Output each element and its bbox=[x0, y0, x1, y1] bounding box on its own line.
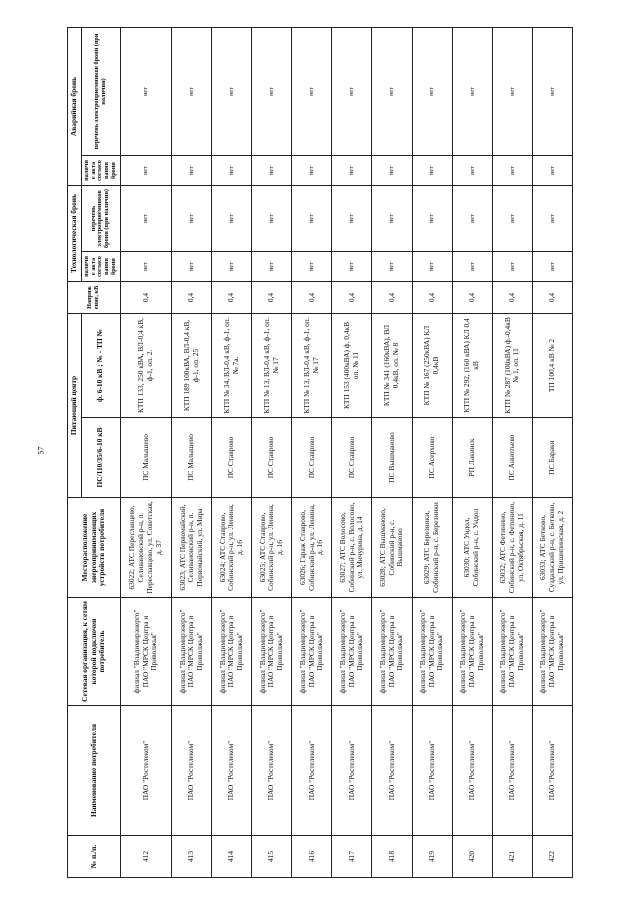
header-voltage: Напряжение, кВ bbox=[68, 282, 121, 314]
cell-emerg-act: нет bbox=[120, 156, 171, 186]
cell-emerg-list: нет bbox=[492, 28, 532, 156]
cell-tech-act: нет bbox=[372, 252, 412, 282]
cell-voltage: 0,4 bbox=[332, 282, 372, 314]
table-row bbox=[412, 28, 452, 878]
cell-location: 63032; АТС Фетинино, Собинский р-н, с. Фетинино, ул. Октябрьская, д. 11 bbox=[492, 498, 532, 598]
cell-network: филиал "Владимирэнерго" ПАО "МРСК Центра и Приволжья" bbox=[372, 598, 412, 706]
table-row bbox=[452, 28, 492, 878]
cell-consumer: ПАО "Ростелеком" bbox=[492, 706, 532, 836]
cell-emerg-list: нет bbox=[412, 28, 452, 156]
cell-location: 63030; АТС Ундол, Собинский р-н, с. Ундол bbox=[452, 498, 492, 598]
cell-consumer: ПАО "Ростелеком" bbox=[120, 706, 171, 836]
cell-num: 412 bbox=[120, 836, 171, 878]
cell-ps: ПС Ставрово bbox=[292, 418, 332, 498]
cell-consumer: ПАО "Ростелеком" bbox=[332, 706, 372, 836]
cell-network: филиал "Владимирэнерго" ПАО "МРСК Центра и Приволжья" bbox=[532, 598, 572, 706]
cell-ps: ПС Малышево bbox=[172, 418, 212, 498]
cell-emerg-list: нет bbox=[532, 28, 572, 156]
cell-voltage: 0,4 bbox=[252, 282, 292, 314]
cell-feeder: КТП № 13, ВЛ-0,4 кВ, ф-1, оп. № 17 bbox=[292, 314, 332, 418]
cell-num: 413 bbox=[172, 836, 212, 878]
cell-feeder: КТП № 167 (250кВА) КЛ 0,4кВ bbox=[412, 314, 452, 418]
cell-tech-act: нет bbox=[172, 252, 212, 282]
cell-ps: ПС Ставрово bbox=[252, 418, 292, 498]
cell-emerg-list: нет bbox=[212, 28, 252, 156]
cell-tech-list: нет bbox=[532, 186, 572, 252]
cell-network: филиал "Владимирэнерго" ПАО "МРСК Центра и Приволжья" bbox=[332, 598, 372, 706]
cell-emerg-list: нет bbox=[452, 28, 492, 156]
cell-num: 420 bbox=[452, 836, 492, 878]
cell-feeder: КТП 133, 250 кВА, ВЛ-0,4 кВ, ф-1, оп. 2. bbox=[120, 314, 171, 418]
cell-network: филиал "Владимирэнерго" ПАО "МРСК Центра и Приволжья" bbox=[252, 598, 292, 706]
cell-tech-list: нет bbox=[412, 186, 452, 252]
cell-feeder: КТП 189 100кВА, ВЛ-0,4 кВ, ф-1, оп. 25 bbox=[172, 314, 212, 418]
cell-consumer: ПАО "Ростелеком" bbox=[292, 706, 332, 836]
cell-voltage: 0,4 bbox=[120, 282, 171, 314]
cell-num: 421 bbox=[492, 836, 532, 878]
cell-num: 416 bbox=[292, 836, 332, 878]
cell-num: 419 bbox=[412, 836, 452, 878]
cell-emerg-act: нет bbox=[332, 156, 372, 186]
cell-voltage: 0,4 bbox=[452, 282, 492, 314]
cell-emerg-act: нет bbox=[172, 156, 212, 186]
cell-network: филиал "Владимирэнерго" ПАО "МРСК Центра и Приволжья" bbox=[492, 598, 532, 706]
header-ps: ПС/110/35/6-10 кВ bbox=[81, 418, 120, 498]
cell-num: 415 bbox=[252, 836, 292, 878]
cell-location: 63028; АТС Вышманово, Собинский р-н, с. Вышманово bbox=[372, 498, 412, 598]
cell-feeder: КТП № 287 (100кВА) ф.-0,4кВ № 1, оп. 11 bbox=[492, 314, 532, 418]
cell-tech-list: нет bbox=[372, 186, 412, 252]
cell-network: филиал "Владимирэнерго" ПАО "МРСК Центра и Приволжья" bbox=[212, 598, 252, 706]
cell-tech-act: нет bbox=[212, 252, 252, 282]
header-tech-armor: Технологическая бронь bbox=[68, 186, 82, 282]
cell-consumer: ПАО "Ростелеком" bbox=[532, 706, 572, 836]
header-consumer: Наименование потребителя bbox=[68, 706, 121, 836]
cell-emerg-act: нет bbox=[492, 156, 532, 186]
cell-voltage: 0,4 bbox=[212, 282, 252, 314]
cell-emerg-act: нет bbox=[212, 156, 252, 186]
cell-consumer: ПАО "Ростелеком" bbox=[252, 706, 292, 836]
cell-ps: ПС Аннотьево bbox=[492, 418, 532, 498]
cell-emerg-act: нет bbox=[452, 156, 492, 186]
cell-tech-list: нет bbox=[212, 186, 252, 252]
cell-network: филиал "Владимирэнерго" ПАО "МРСК Центра и Приволжья" bbox=[120, 598, 171, 706]
cell-tech-act: нет bbox=[492, 252, 532, 282]
cell-location: 63025; АТС Ставрово, Собинский р-н, ул. Ленина, д. 16 bbox=[252, 498, 292, 598]
table-row bbox=[492, 28, 532, 878]
cell-feeder: КТП № 292, (160 кВА) КЛ 0,4 кВ bbox=[452, 314, 492, 418]
cell-ps: ПС Бараки bbox=[532, 418, 572, 498]
page-number: 57 bbox=[36, 446, 46, 455]
cell-tech-list: нет bbox=[332, 186, 372, 252]
table-row bbox=[172, 28, 212, 878]
cell-voltage: 0,4 bbox=[532, 282, 572, 314]
cell-feeder: ТП 100,4 кВ № 2 bbox=[532, 314, 572, 418]
table-row bbox=[292, 28, 332, 878]
header-emerg-act: наличие акта согласования брони bbox=[81, 156, 120, 186]
cell-location: 63033; АТС Бетково, Суздальский р-н, с. Бетково, ул. Пришипинская, д. 2 bbox=[532, 498, 572, 598]
cell-consumer: ПАО "Ростелеком" bbox=[372, 706, 412, 836]
cell-location: 63022; АТС Переславцево, Селивановский р-н, п. Переславцево, ул. Советская, д. 37 bbox=[120, 498, 171, 598]
table-row bbox=[532, 28, 572, 878]
cell-tech-list: нет bbox=[452, 186, 492, 252]
header-row-1 bbox=[68, 28, 82, 878]
cell-tech-act: нет bbox=[332, 252, 372, 282]
header-emerg-armor: Аварийная бронь bbox=[68, 28, 82, 186]
cell-network: филиал "Владимирэнерго" ПАО "МРСК Центра и Приволжья" bbox=[412, 598, 452, 706]
cell-consumer: ПАО "Ростелеком" bbox=[412, 706, 452, 836]
cell-num: 418 bbox=[372, 836, 412, 878]
cell-feeder: КТП № 13, ВЛ-0,4 кВ, ф-1, оп. № 17 bbox=[252, 314, 292, 418]
cell-emerg-act: нет bbox=[532, 156, 572, 186]
cell-emerg-list: нет bbox=[120, 28, 171, 156]
cell-tech-act: нет bbox=[452, 252, 492, 282]
cell-tech-list: нет bbox=[120, 186, 171, 252]
cell-ps: ПС Вышманово bbox=[372, 418, 412, 498]
table-row bbox=[332, 28, 372, 878]
header-network: Сетевая организация, к сетям которой подключен потребитель bbox=[68, 598, 121, 706]
cell-tech-act: нет bbox=[412, 252, 452, 282]
cell-location: 63029; АТС Березники, Собинский р-н, с. Березники bbox=[412, 498, 452, 598]
cell-ps: ПС Малышево bbox=[120, 418, 171, 498]
cell-voltage: 0,4 bbox=[292, 282, 332, 314]
cell-num: 414 bbox=[212, 836, 252, 878]
cell-consumer: ПАО "Ростелеком" bbox=[212, 706, 252, 836]
cell-num: 417 bbox=[332, 836, 372, 878]
cell-voltage: 0,4 bbox=[492, 282, 532, 314]
cell-ps: ПС Ставрово bbox=[212, 418, 252, 498]
rotated-table-container bbox=[67, 28, 573, 878]
cell-consumer: ПАО "Ростелеком" bbox=[452, 706, 492, 836]
cell-tech-act: нет bbox=[532, 252, 572, 282]
cell-emerg-act: нет bbox=[372, 156, 412, 186]
cell-network: филиал "Владимирэнерго" ПАО "МРСК Центра и Приволжья" bbox=[292, 598, 332, 706]
table-row bbox=[252, 28, 292, 878]
cell-tech-list: нет bbox=[492, 186, 532, 252]
cell-consumer: ПАО "Ростелеком" bbox=[172, 706, 212, 836]
header-feeder: ф. 6-10 кВ ; № - ТП № bbox=[81, 314, 120, 418]
cell-emerg-list: нет bbox=[372, 28, 412, 156]
cell-ps: РП Лакинск bbox=[452, 418, 492, 498]
header-location: Месторасположение энергопринимающих устройств потребителя bbox=[68, 498, 121, 598]
cell-emerg-act: нет bbox=[252, 156, 292, 186]
table-row bbox=[372, 28, 412, 878]
header-emerg-list: перечень электроприемников брони (при наличии) bbox=[81, 28, 120, 156]
cell-tech-list: нет bbox=[252, 186, 292, 252]
cell-location: 63026; Гараж Ставрово, Собинский р-н, ул. Ленина, д. 16 bbox=[292, 498, 332, 598]
cell-feeder: КТП № 34, ВЛ-0,4 кВ, ф-1, оп. № 7а. bbox=[212, 314, 252, 418]
cell-location: 63024; АТС Ставрово, Собинский р-н, ул. Ленина, д. 16 bbox=[212, 498, 252, 598]
cell-tech-list: нет bbox=[172, 186, 212, 252]
cell-voltage: 0,4 bbox=[372, 282, 412, 314]
table-row bbox=[212, 28, 252, 878]
header-feed-center: Питающий центр bbox=[68, 314, 82, 498]
cell-ps: ПС Асерхово bbox=[412, 418, 452, 498]
cell-emerg-list: нет bbox=[172, 28, 212, 156]
cell-tech-act: нет bbox=[120, 252, 171, 282]
cell-voltage: 0,4 bbox=[172, 282, 212, 314]
cell-emerg-act: нет bbox=[412, 156, 452, 186]
cell-tech-act: нет bbox=[252, 252, 292, 282]
table-row bbox=[120, 28, 171, 878]
header-num: № п./п. bbox=[68, 836, 121, 878]
cell-location: 63023; АТС Первомайский, Селивановский р-н, п. Первомайский, ул. Мира bbox=[172, 498, 212, 598]
cell-feeder: КТП № 341 (160кВА), ВЛ 0,4кВ, оп. № 8 bbox=[372, 314, 412, 418]
cell-emerg-list: нет bbox=[332, 28, 372, 156]
cell-network: филиал "Владимирэнерго" ПАО "МРСК Центра и Приволжья" bbox=[172, 598, 212, 706]
cell-emerg-act: нет bbox=[292, 156, 332, 186]
cell-tech-list: нет bbox=[292, 186, 332, 252]
cell-ps: ПС Ставрово bbox=[332, 418, 372, 498]
header-tech-list: перечень электроприемников брони (при наличии) bbox=[81, 186, 120, 252]
cell-location: 63027; АТС Волосово, Собинский р-н, с. Волосово, ул. Мичурина, д. 14 bbox=[332, 498, 372, 598]
cell-network: филиал "Владимирэнерго" ПАО "МРСК Центра и Приволжья" bbox=[452, 598, 492, 706]
cell-tech-act: нет bbox=[292, 252, 332, 282]
header-tech-act: наличие акта согласования брони bbox=[81, 252, 120, 282]
cell-num: 422 bbox=[532, 836, 572, 878]
cell-emerg-list: нет bbox=[292, 28, 332, 156]
cell-feeder: КТП 153 (400кВА) ф. 0,4кВ оп. № 11 bbox=[332, 314, 372, 418]
consumers-table bbox=[67, 27, 573, 878]
cell-voltage: 0,4 bbox=[412, 282, 452, 314]
cell-emerg-list: нет bbox=[252, 28, 292, 156]
